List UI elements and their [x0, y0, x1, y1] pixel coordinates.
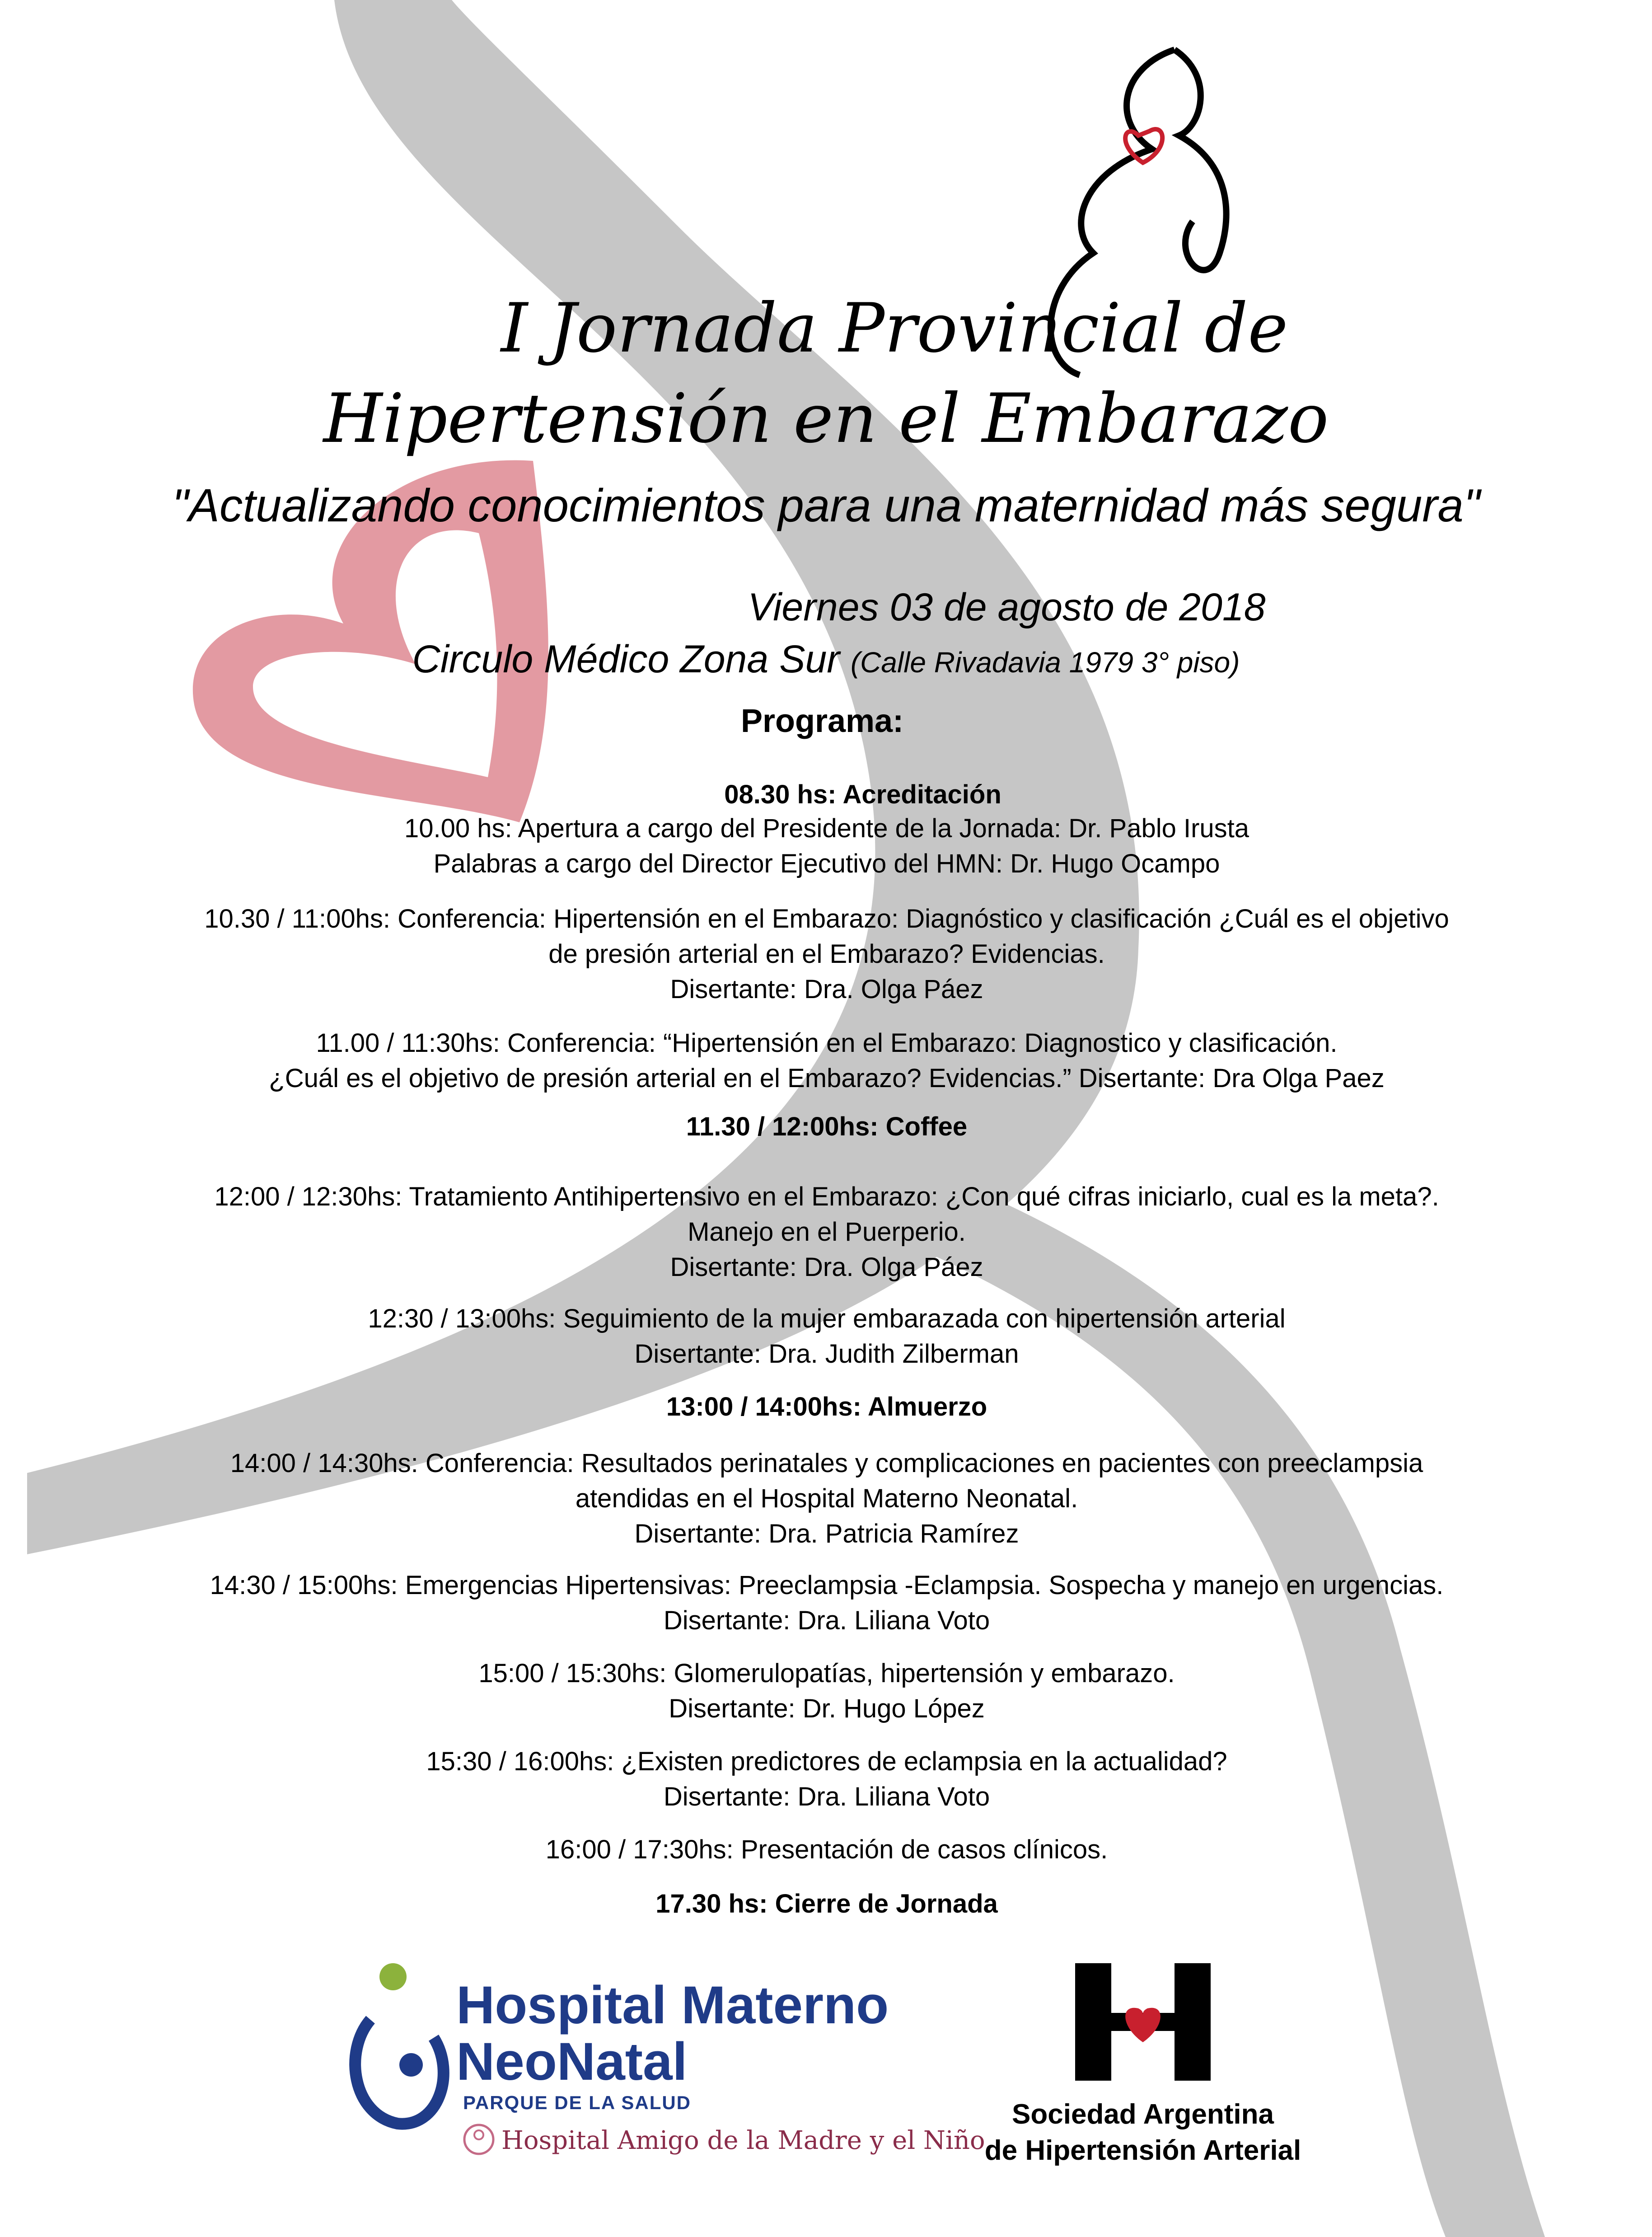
- program-text: ¿Existen predictores de eclampsia en la actualidad?: [621, 1747, 1227, 1776]
- title-line-1: I Jornada Provincial de: [501, 289, 1288, 368]
- program-time: 08.30 hs: Acreditación: [724, 780, 1001, 809]
- program-line: Disertante: Dr. Hugo López: [669, 1694, 985, 1723]
- hmn-name-line1: Hospital Materno: [456, 1975, 889, 2035]
- program-time: 10.30 / 11:00hs:: [204, 904, 390, 933]
- program-item-7: [136, 1389, 1518, 1425]
- program-item-5: [136, 1179, 1518, 1285]
- program-time: 15:30 / 16:00hs:: [426, 1747, 614, 1776]
- program-line: Palabras a cargo del Director Ejecutivo del HMN: Dr. Hugo Ocampo: [433, 849, 1220, 878]
- program-item-3: [136, 1026, 1518, 1096]
- program-item-6: [136, 1301, 1518, 1372]
- program-time: 17.30 hs: Cierre de Jornada: [655, 1889, 998, 1918]
- program-item-13: [136, 1886, 1518, 1922]
- program-item-2: [136, 901, 1518, 1007]
- saha-line1: Sociedad Argentina: [1012, 2099, 1274, 2130]
- program-time: 11.30 / 12:00hs: Coffee: [686, 1112, 968, 1141]
- program-item-8: [136, 1446, 1518, 1552]
- program-text: Preeclampsia -Eclampsia. Sospecha y manejo en urgencias.: [738, 1571, 1444, 1600]
- program-line: Disertante: Dra. Judith Zilberman: [634, 1339, 1019, 1369]
- program-item-10: [136, 1656, 1518, 1726]
- program-text: Glomerulopatías, hipertensión y embarazo.: [674, 1659, 1175, 1688]
- saha-name: [971, 2096, 1315, 2169]
- program-time: 14:00 / 14:30hs: Conferencia:: [230, 1449, 574, 1478]
- program-time: 12:30 / 13:00hs:: [368, 1304, 556, 1333]
- saha-line2: de Hipertensión Arterial: [984, 2135, 1301, 2166]
- venue-name: Circulo Médico Zona Sur: [412, 638, 840, 681]
- hmn-subtitle: PARQUE DE LA SALUD: [463, 2092, 692, 2113]
- program-text: Tratamiento Antihipertensivo en el Embarazo: ¿Con qué cifras iniciarlo, cual es la meta?.: [409, 1182, 1439, 1211]
- program-item-9: [136, 1568, 1518, 1638]
- program-time: 16:00 / 17:30hs:: [545, 1835, 734, 1864]
- program-text: Resultados perinatales y complicaciones en pacientes con preeclampsia: [581, 1449, 1423, 1478]
- hmn-emblem: [343, 1961, 461, 2142]
- program-time: 10.00 hs:: [404, 814, 512, 843]
- program-item-0: [172, 777, 1554, 812]
- tagline: "Actualizando conocimientos para una maternidad más segura": [172, 479, 1480, 531]
- program-line: ¿Cuál es el objetivo de presión arterial en el Embarazo? Evidencias.” Disertante: Dra Olga Paez: [269, 1064, 1385, 1093]
- hmn-name-line2: NeoNatal: [456, 2032, 688, 2092]
- program-text: Apertura a cargo del Presidente de la Jornada: Dr. Pablo Irusta: [518, 814, 1250, 843]
- title-line-2: Hipertensión en el Embarazo: [323, 380, 1329, 458]
- program-line: Disertante: Dra. Olga Páez: [670, 1252, 983, 1282]
- program-heading: Programa:: [740, 703, 904, 739]
- program-time: 13:00 / 14:00hs: Almuerzo: [666, 1392, 987, 1421]
- program-time: 12:00 / 12:30hs:: [214, 1182, 402, 1211]
- program-item-4: [136, 1109, 1518, 1144]
- program-line: Disertante: Dra. Olga Páez: [670, 975, 983, 1004]
- program-line: Disertante: Dra. Patricia Ramírez: [634, 1519, 1019, 1548]
- program-item-1: [136, 811, 1518, 882]
- program-line: Manejo en el Puerperio.: [688, 1217, 966, 1247]
- program-line: atendidas en el Hospital Materno Neonatal.: [575, 1484, 1078, 1513]
- program-time: 11.00 / 11:30hs: Conferencia:: [316, 1028, 656, 1058]
- saha-h-emblem: [1071, 1963, 1215, 2081]
- venue-address: (Calle Rivadavia 1979 3° piso): [850, 646, 1240, 679]
- program-line: Disertante: Dra. Liliana Voto: [663, 1782, 990, 1811]
- event-venue: [0, 637, 1652, 682]
- event-date: Viernes 03 de agosto de 2018: [748, 586, 1266, 629]
- program-text: “Hipertensión en el Embarazo: Diagnostico y clasificación.: [663, 1028, 1338, 1058]
- program-line: de presión arterial en el Embarazo? Evidencias.: [548, 939, 1105, 969]
- program-item-11: [136, 1744, 1518, 1815]
- program-line: Disertante: Dra. Liliana Voto: [663, 1606, 990, 1635]
- mother-child-icon: [461, 2121, 497, 2157]
- program-text: Seguimiento de la mujer embarazada con hipertensión arterial: [563, 1304, 1286, 1333]
- hmn-friend-text: Hospital Amigo de la Madre y el Niño: [501, 2126, 985, 2155]
- program-time: 15:00 / 15:30hs:: [478, 1659, 667, 1688]
- program-text: Conferencia: Hipertensión en el Embarazo: Diagnóstico y clasificación ¿Cuál es el objetivo: [398, 904, 1449, 933]
- program-text: Presentación de casos clínicos.: [740, 1835, 1108, 1864]
- program-item-12: [136, 1832, 1518, 1867]
- program-time: 14:30 / 15:00hs: Emergencias Hipertensivas:: [210, 1571, 731, 1600]
